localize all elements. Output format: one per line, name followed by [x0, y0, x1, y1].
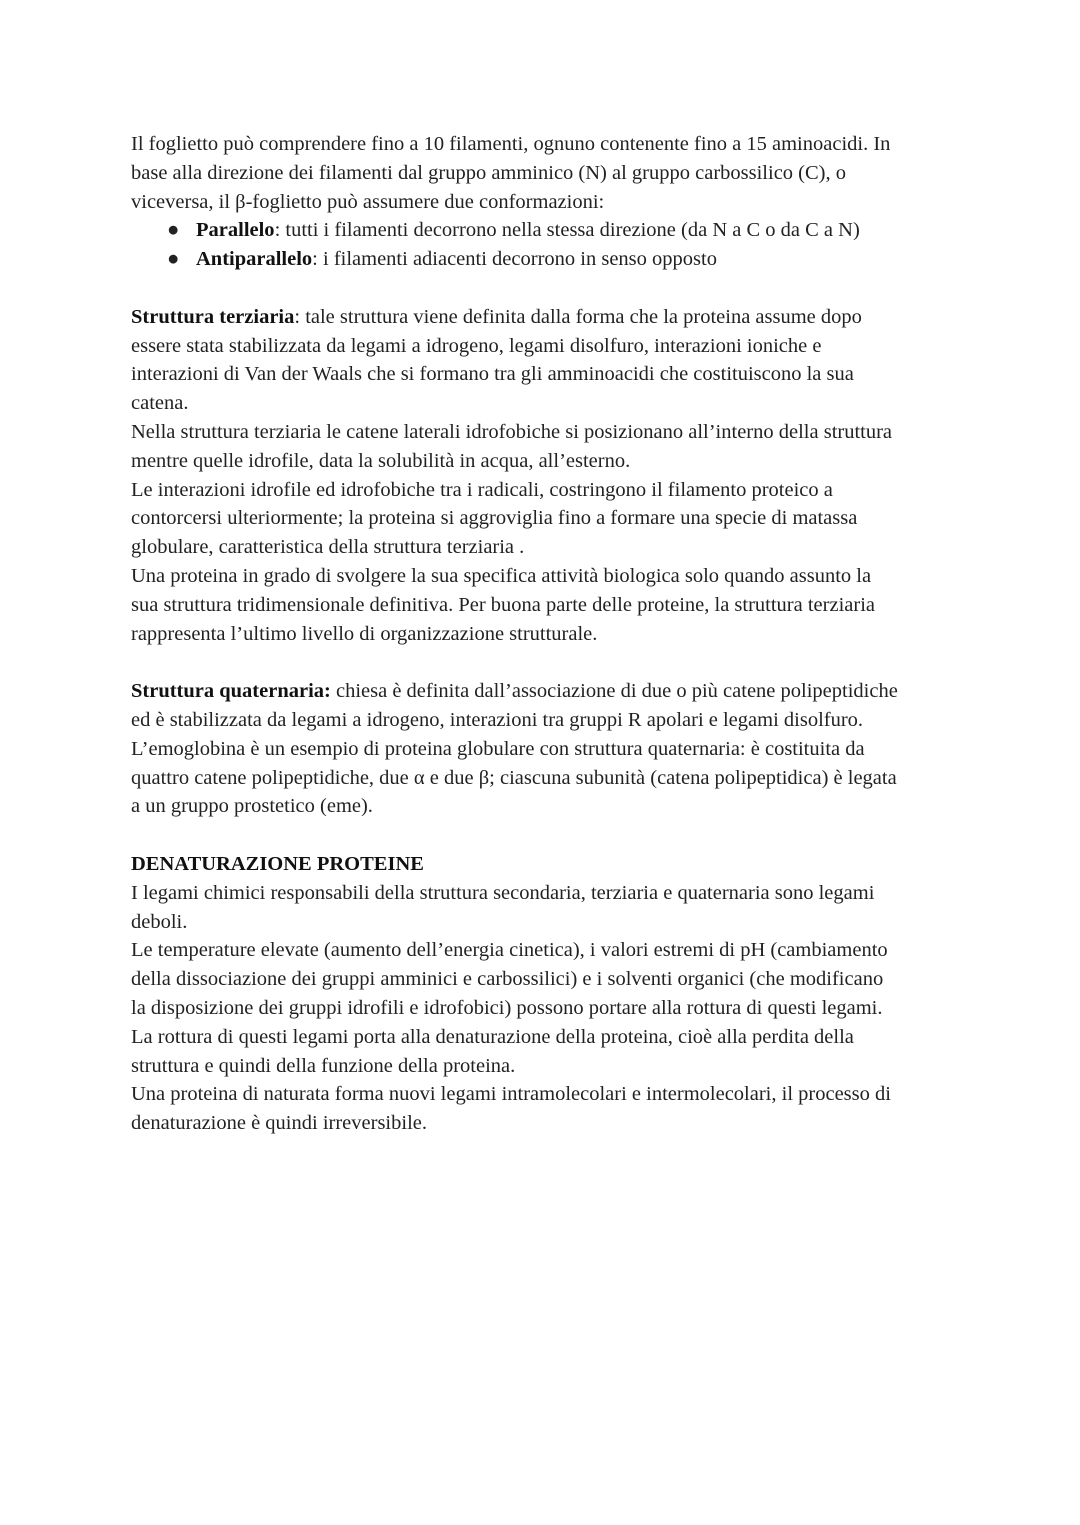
text-line: sua struttura tridimensionale definitiva. Per buona parte delle proteine, la struttura terziaria [131, 593, 875, 616]
text-line: quattro catene polipeptidiche, due α e due β; ciascuna subunità (catena polipeptidica) è legata [131, 766, 897, 789]
section-denaturazione [131, 850, 961, 1138]
text-line: base alla direzione dei filamenti dal gruppo amminico (N) al gruppo carbossilico (C), o [131, 161, 846, 184]
bullet-list [131, 216, 961, 274]
text-line: a un gruppo prostetico (eme). [131, 795, 373, 818]
text-line: contorcersi ulteriormente; la proteina si aggroviglia fino a formare una specie di matassa [131, 507, 858, 530]
text-line [131, 677, 961, 706]
text-line: I legami chimici responsabili della struttura secondaria, terziaria e quaternaria sono legami [131, 881, 875, 904]
text-line: catena. [131, 392, 189, 415]
intro-paragraph [131, 130, 961, 216]
section-terziaria [131, 303, 961, 649]
text-line: mentre quelle idrofile, data la solubilità in acqua, all’esterno. [131, 449, 631, 472]
text-line: Le interazioni idrofile ed idrofobiche tra i radicali, costringono il filamento proteico a [131, 478, 833, 501]
term-label: Parallelo [196, 219, 275, 242]
text-line: ed è stabilizzata da legami a idrogeno, interazioni tra gruppi R apolari e legami disolfuro. [131, 708, 864, 731]
bullet-icon: ● [167, 248, 180, 271]
term-description: : tutti i filamenti decorrono nella stessa direzione (da N a C o da C a N) [274, 219, 860, 242]
section-quaternaria [131, 677, 961, 821]
list-item-parallelo [131, 216, 961, 245]
text-line: Una proteina in grado di svolgere la sua specifica attività biologica solo quando assunto la [131, 564, 872, 587]
heading-text: DENATURAZIONE PROTEINE [131, 852, 424, 875]
bullet-icon: ● [167, 219, 180, 242]
text-line: deboli. [131, 910, 188, 933]
text-span: : tale struttura viene definita dalla forma che la proteina assume dopo [294, 305, 862, 328]
text-line: L’emoglobina è un esempio di proteina globulare con struttura quaternaria: è costituita da [131, 737, 865, 760]
text-line: rappresenta l’ultimo livello di organizzazione strutturale. [131, 622, 598, 645]
text-line: globulare, caratteristica della struttura terziaria . [131, 536, 525, 559]
text-span: chiesa è definita dall’associazione di due o più catene polipeptidiche [330, 680, 898, 703]
text-line: viceversa, il β-foglietto può assumere due conformazioni: [131, 190, 605, 213]
section-heading: Struttura quaternaria: [131, 680, 331, 703]
text-line: essere stata stabilizzata da legami a idrogeno, legami disolfuro, interazioni ioniche e [131, 334, 822, 357]
text-line [131, 303, 961, 332]
section-heading [131, 850, 961, 879]
text-line: la disposizione dei gruppi idrofili e idrofobici) possono portare alla rottura di questi legami. [131, 996, 883, 1019]
text-line: Una proteina di naturata forma nuovi legami intramolecolari e intermolecolari, il processo di [131, 1083, 891, 1106]
document-page [131, 130, 961, 1138]
term-label: Antiparallelo [196, 248, 313, 271]
text-line: struttura e quindi della funzione della proteina. [131, 1054, 516, 1077]
term-description: : i filamenti adiacenti decorrono in senso opposto [312, 248, 717, 271]
text-line: interazioni di Van der Waals che si formano tra gli amminoacidi che costituiscono la sua [131, 363, 854, 386]
text-line: della dissociazione dei gruppi amminici e carbossilici) e i solventi organici (che modificano [131, 968, 884, 991]
text-line: Il foglietto può comprendere fino a 10 filamenti, ognuno contenente fino a 15 aminoacidi. In [131, 133, 891, 155]
section-heading: Struttura terziaria [131, 305, 295, 328]
list-item-antiparallelo [131, 245, 961, 274]
text-line: Le temperature elevate (aumento dell’energia cinetica), i valori estremi di pH (cambiamento [131, 939, 888, 962]
text-line: denaturazione è quindi irreversibile. [131, 1112, 427, 1135]
text-line: Nella struttura terziaria le catene laterali idrofobiche si posizionano all’interno della struttura [131, 420, 893, 443]
text-line: La rottura di questi legami porta alla denaturazione della proteina, cioè alla perdita della [131, 1025, 854, 1048]
